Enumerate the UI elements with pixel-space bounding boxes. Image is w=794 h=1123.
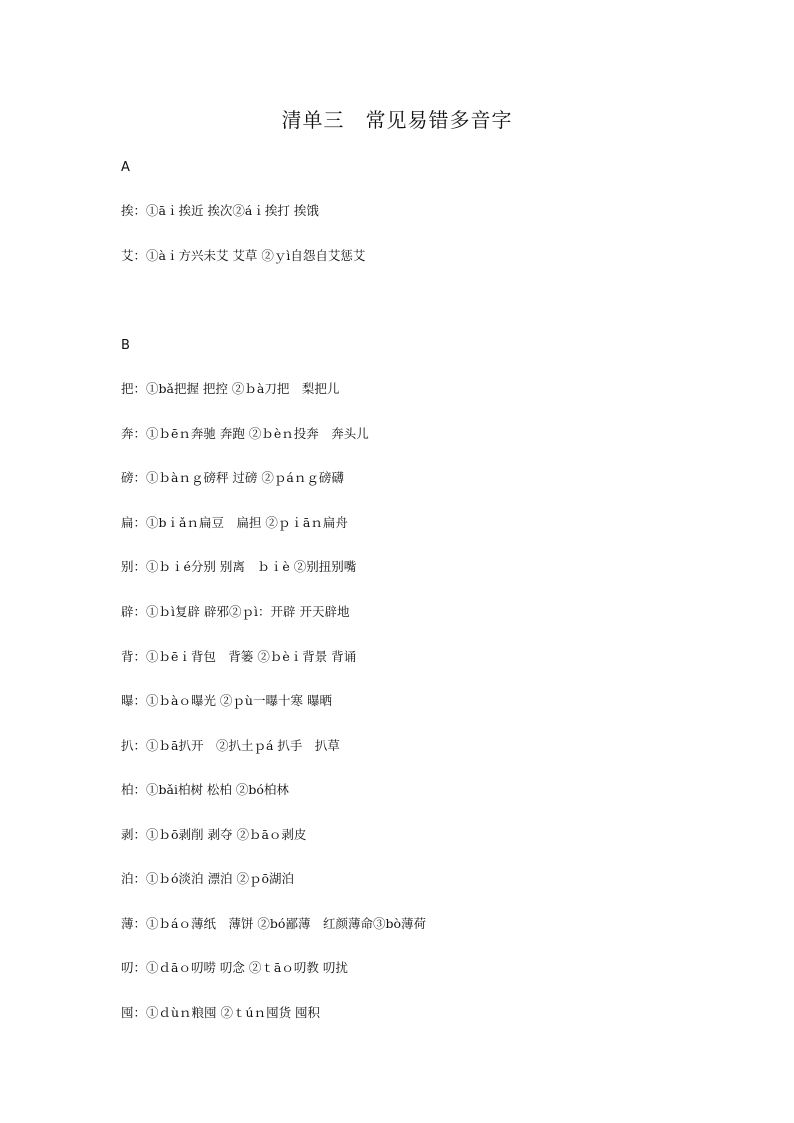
entry-bian: 扁：①bｉǎｎ扁豆 扁担 ②ｐｉāｎ扁舟 [121, 515, 348, 530]
entry-ai-1: 挨：①āｉ挨近 挨次②áｉ挨打 挨饿 [121, 203, 319, 218]
entry-dao: 叨：①ｄāｏ叨唠 叨念 ②ｔāｏ叨教 叨扰 [121, 960, 348, 975]
entry-ben: 奔：①ｂēｎ奔驰 奔跑 ②ｂèｎ投奔 奔头儿 [121, 426, 369, 441]
entry-ai-2: 艾：①àｉ方兴未艾 艾草 ②ｙì自怨自艾惩艾 [121, 248, 366, 263]
page-title: 清单三 常见易错多音字 [281, 108, 513, 132]
entry-bie: 别：①ｂｉé分别 别离 ｂｉè ②别扭别嘴 [121, 559, 357, 574]
entry-bo-po: 泊：①ｂó淡泊 漂泊 ②ｐō湖泊 [121, 871, 294, 886]
entry-bang: 磅：①ｂàｎｇ磅秤 过磅 ②ｐáｎｇ磅礴 [121, 470, 344, 485]
entry-bei: 背：①ｂēｉ背包 背篓 ②ｂèｉ背景 背诵 [121, 649, 357, 664]
entry-bao-bo: 薄：①ｂáｏ薄纸 薄饼 ②bó鄙薄 红颜薄命③bò薄荷 [121, 916, 426, 931]
entry-ba: 把：①bǎ把握 把控 ②ｂà刀把 梨把儿 [121, 381, 340, 396]
entry-bao: 曝：①ｂàｏ曝光 ②ｐù一曝十寒 曝晒 [121, 693, 332, 708]
section-letter-b: B [121, 338, 130, 353]
entry-bi: 辟：①ｂì复辟 辟邪②ｐì：开辟 开天辟地 [121, 604, 350, 619]
entry-bo: 剥：①ｂō剥削 剥夺 ②ｂāｏ剥皮 [121, 827, 307, 842]
entry-bai: 柏：①bǎi柏树 松柏 ②bó柏林 [121, 782, 289, 797]
entry-dun: 囤：①ｄùｎ粮囤 ②ｔúｎ囤货 囤积 [121, 1005, 321, 1020]
entry-ba-pa: 扒：①ｂā扒开 ②扒土ｐá 扒手 扒草 [121, 738, 340, 753]
section-letter-a: A [121, 160, 130, 175]
